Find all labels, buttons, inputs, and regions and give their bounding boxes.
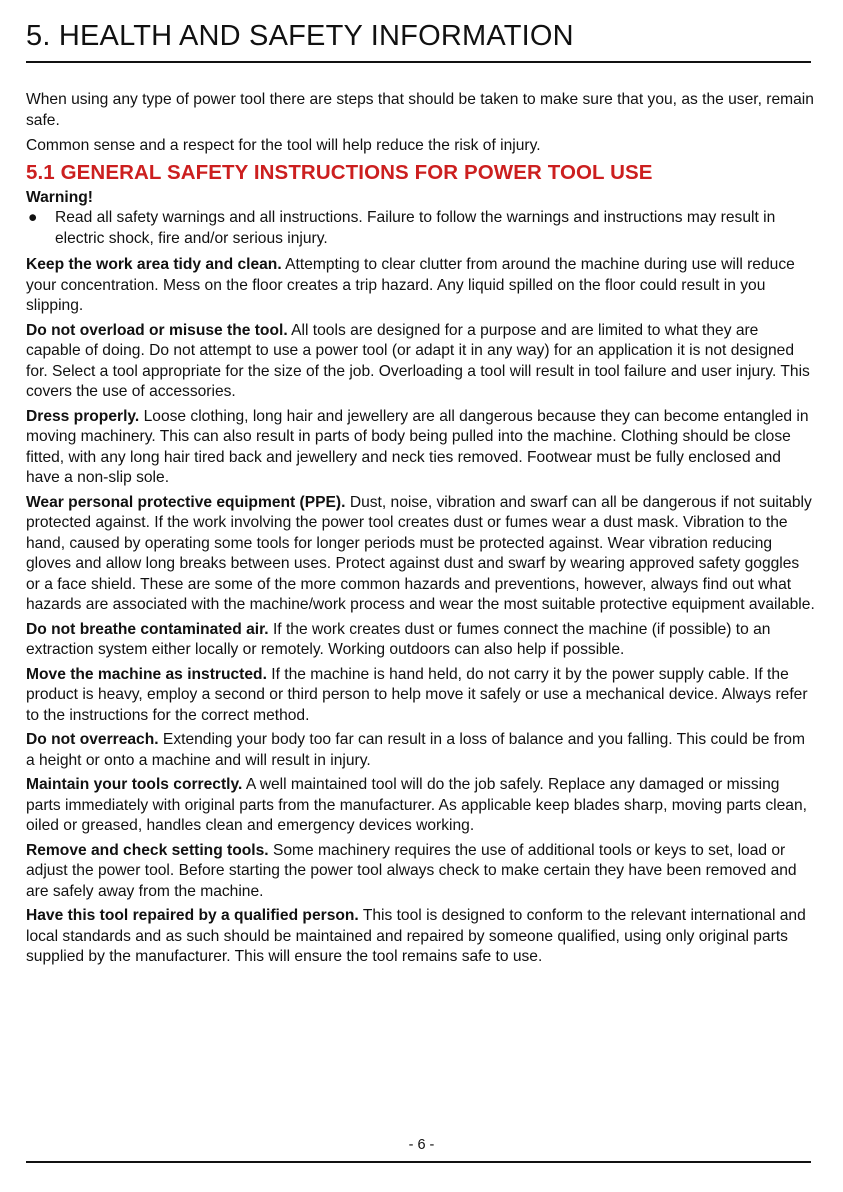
rule-title: Move the machine as instructed. xyxy=(26,665,267,683)
rule-title: Do not breathe contaminated air. xyxy=(26,620,269,638)
rule-text: Attempting to clear clutter from around the machine during use will reduce your concentration. Mess on the floor creates a trip hazard. Any liquid spilled on the floor could result in you slipping. xyxy=(26,256,795,314)
rule-title: Have this tool repaired by a qualified person. xyxy=(26,907,359,924)
page-title: 5. HEALTH AND SAFETY INFORMATION xyxy=(26,20,574,52)
warning-label: Warning! xyxy=(26,188,93,206)
rule-title: Dress properly. xyxy=(26,407,140,425)
document-body xyxy=(26,90,816,972)
rule-text: Dust, noise, vibration and swarf can all be dangerous if not suitably protected against. If the work involving the power tool creates dust or fumes wear a dust mask. Vibration to the hand, caused by operating some tools for longer periods must be protected against. Wear vibration reducing gloves and allow long breaks between uses. Protect against dust and swarf by wearing approved safety goggles or a face shield. These are some of the more common hazards and preventions, however, always find out what hazards are associated with the machine/work process and wear the most suitable protective equipment available. xyxy=(26,493,815,613)
footer-divider xyxy=(26,1161,811,1163)
section-heading: 5.1 GENERAL SAFETY INSTRUCTIONS FOR POWER TOOL USE xyxy=(26,160,653,184)
intro-paragraph-1: When using any type of power tool there are steps that should be taken to make sure that you, as the user, remain safe. xyxy=(26,91,814,129)
rule-air xyxy=(26,620,816,661)
bullet-dot-icon: ● xyxy=(28,209,38,226)
rule-overreach xyxy=(26,730,816,771)
rule-maintain xyxy=(26,775,816,837)
rule-title: Wear personal protective equipment (PPE). xyxy=(26,493,346,511)
rule-text: Extending your body too far can result in a loss of balance and you falling. This could be from a height or onto a machine and will result in injury. xyxy=(26,731,805,769)
rule-repair xyxy=(26,906,816,968)
rule-title: Do not overreach. xyxy=(26,731,159,748)
rule-title: Maintain your tools correctly. xyxy=(26,776,243,793)
warning-bullet-list xyxy=(26,208,816,249)
rule-overload xyxy=(26,321,816,403)
rule-text: Some machinery requires the use of additional tools or keys to set, load or adjust the power tool. Before starting the power tool always check to make certain they have been removed and are safely away from the machine. xyxy=(26,841,797,900)
rule-title: Remove and check setting tools. xyxy=(26,841,269,859)
rule-text: Loose clothing, long hair and jewellery are all dangerous because they can become entangled in moving machinery. This can also result in parts of body being pulled into the machine. Clothing should be close fitted, with any long hair tired back and jewellery and neck ties removed. Footwear must be fully enclosed and have a non-slip sole. xyxy=(26,407,809,486)
rule-title: Keep the work area tidy and clean. xyxy=(26,256,282,273)
rule-setting-tools xyxy=(26,841,816,903)
rule-dress xyxy=(26,407,816,489)
warning-bullet-item xyxy=(26,208,816,249)
title-divider xyxy=(26,61,811,63)
rule-work-area xyxy=(26,255,816,317)
rule-text: All tools are designed for a purpose and are limited to what they are capable of doing. Do not attempt to use a power tool (or adapt it in any way) for an application it is not designed for. Select a tool appropriate for the size of the job. Overloading a tool will result in tool failure and user injury. This covers the use of accessories. xyxy=(26,321,810,400)
rule-title: Do not overload or misuse the tool. xyxy=(26,321,288,339)
rule-text: This tool is designed to conform to the relevant international and local standards and as such should be maintained and repaired by someone qualified, using only original parts supplied by the manufacturer. This will ensure the tool remains safe to use. xyxy=(26,907,806,965)
intro-paragraph-2: Common sense and a respect for the tool will help reduce the risk of injury. xyxy=(26,137,541,154)
page-number: - 6 - xyxy=(408,1137,435,1153)
rule-text: A well maintained tool will do the job safely. Replace any damaged or missing parts immediately with original parts from the manufacturer. As applicable keep blades sharp, moving parts clean, oiled or greased, handles clean and emergency devices working. xyxy=(26,776,807,834)
warning-bullet-text: Read all safety warnings and all instructions. Failure to follow the warnings and instructions may result in electric shock, fire and/or serious injury. xyxy=(55,209,776,247)
rule-ppe xyxy=(26,493,816,616)
rule-text: If the machine is hand held, do not carry it by the power supply cable. If the product is heavy, employ a second or third person to help move it safely or use a mechanical device. Always refer to the instructions for the correct method. xyxy=(26,665,808,724)
rule-text: If the work creates dust or fumes connect the machine (if possible) to an extraction system either locally or remotely. Working outdoors can also help if possible. xyxy=(26,620,771,658)
rule-move xyxy=(26,665,816,727)
